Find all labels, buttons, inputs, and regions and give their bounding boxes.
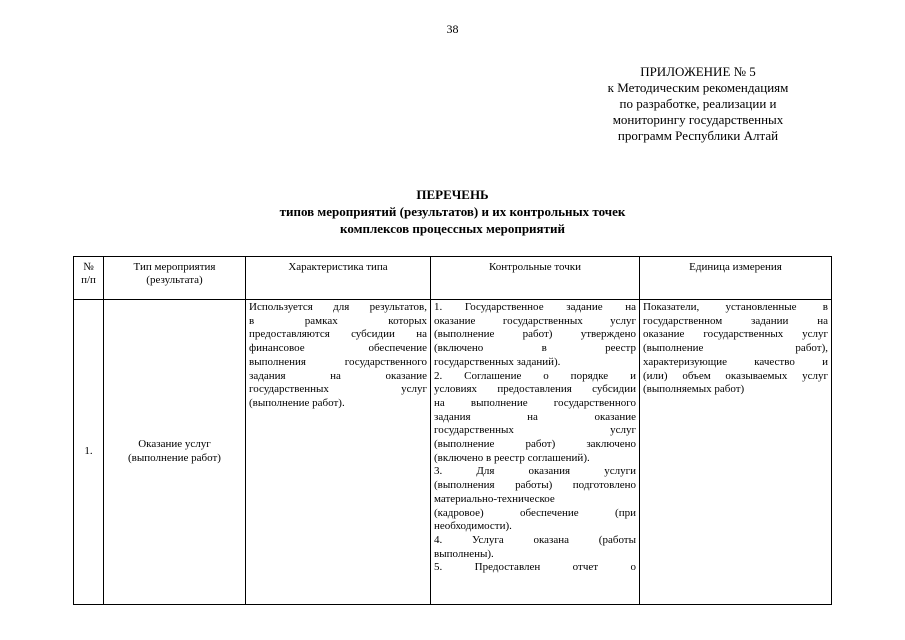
page-number: 38 bbox=[446, 22, 459, 36]
characteristic-line: Используется для результатов, bbox=[249, 301, 427, 313]
unit-line: Показатели, установленные в bbox=[643, 301, 828, 313]
checkpoint-line: задания на оказание bbox=[434, 410, 636, 423]
characteristic-line: в рамках которых bbox=[249, 314, 427, 327]
checkpoint-line: (выполнения работы) подготовлено bbox=[434, 479, 636, 492]
header-num: № п/п bbox=[74, 257, 104, 300]
header-type: Тип мероприятия (результата) bbox=[104, 257, 246, 300]
header-checkpoints: Контрольные точки bbox=[431, 257, 640, 300]
appendix-line: к Методическим рекомендациям bbox=[607, 80, 789, 95]
unit-line: (выполнение работ), bbox=[643, 342, 828, 355]
checkpoint-line: (включено в реестр bbox=[434, 342, 636, 355]
header-characteristic: Характеристика типа bbox=[246, 257, 431, 300]
checkpoint-line: государственных услуг bbox=[434, 424, 636, 437]
checkpoint-line: (кадровое) обеспечение (при bbox=[434, 506, 636, 519]
title-line: типов мероприятий (результатов) и их контрольных точек bbox=[279, 204, 626, 219]
document-title bbox=[0, 186, 905, 237]
unit-line: (выполняемых работ) bbox=[643, 383, 745, 396]
checkpoint-line: 5. Предоставлен отчет о bbox=[434, 561, 636, 574]
checkpoint-line: 1. Государственное задание на bbox=[434, 301, 636, 313]
characteristic-line: выполнения государственного bbox=[249, 355, 427, 368]
unit-line: государственном задании на bbox=[643, 314, 828, 327]
cell-checkpoints bbox=[431, 300, 640, 605]
checkpoint-line: государственных заданий). bbox=[434, 355, 561, 368]
characteristic-line: финансовое обеспечение bbox=[249, 342, 427, 355]
appendix-heading bbox=[580, 64, 816, 144]
table-row bbox=[74, 300, 832, 605]
unit-line: оказание государственных услуг bbox=[643, 328, 828, 341]
cell-characteristic bbox=[246, 300, 431, 605]
cell-type: Оказание услуг (выполнение работ) bbox=[104, 300, 246, 605]
characteristic-line: (выполнение работ). bbox=[249, 396, 345, 409]
checkpoint-line: необходимости). bbox=[434, 520, 512, 533]
checkpoint-line: 3. Для оказания услуги bbox=[434, 465, 636, 478]
table-header-row bbox=[74, 257, 832, 300]
cell-num: 1. bbox=[74, 300, 104, 605]
checkpoint-line: 2. Соглашение о порядке и bbox=[434, 369, 636, 382]
unit-line: (или) объем оказываемых услуг bbox=[643, 369, 828, 382]
checkpoint-line: оказание государственных услуг bbox=[434, 314, 636, 327]
activity-types-table bbox=[73, 256, 832, 605]
cell-unit bbox=[640, 300, 832, 605]
header-unit: Единица измерения bbox=[640, 257, 832, 300]
title-line: комплексов процессных мероприятий bbox=[340, 221, 565, 236]
appendix-line: мониторингу государственных bbox=[612, 112, 784, 127]
appendix-line: по разработке, реализации и bbox=[619, 96, 777, 111]
appendix-line: программ Республики Алтай bbox=[617, 128, 779, 143]
checkpoint-line: (выполнение работ) заключено bbox=[434, 438, 636, 451]
checkpoint-line: (включено в реестр соглашений). bbox=[434, 451, 590, 464]
characteristic-line: задания на оказание bbox=[249, 369, 427, 382]
title-line: ПЕРЕЧЕНЬ bbox=[416, 187, 489, 202]
checkpoint-line: 4. Услуга оказана (работы bbox=[434, 533, 636, 546]
checkpoint-line: (выполнение работ) утверждено bbox=[434, 328, 636, 341]
checkpoint-line: условиях предоставления субсидии bbox=[434, 383, 636, 396]
checkpoint-line: материально-техническое bbox=[434, 492, 555, 505]
checkpoint-line: на выполнение государственного bbox=[434, 396, 636, 409]
appendix-line: ПРИЛОЖЕНИЕ № 5 bbox=[640, 64, 756, 79]
characteristic-line: предоставляются субсидии на bbox=[249, 328, 427, 341]
checkpoint-line: выполнены). bbox=[434, 547, 494, 560]
unit-line: характеризующие качество и bbox=[643, 355, 828, 368]
characteristic-line: государственных услуг bbox=[249, 383, 427, 396]
